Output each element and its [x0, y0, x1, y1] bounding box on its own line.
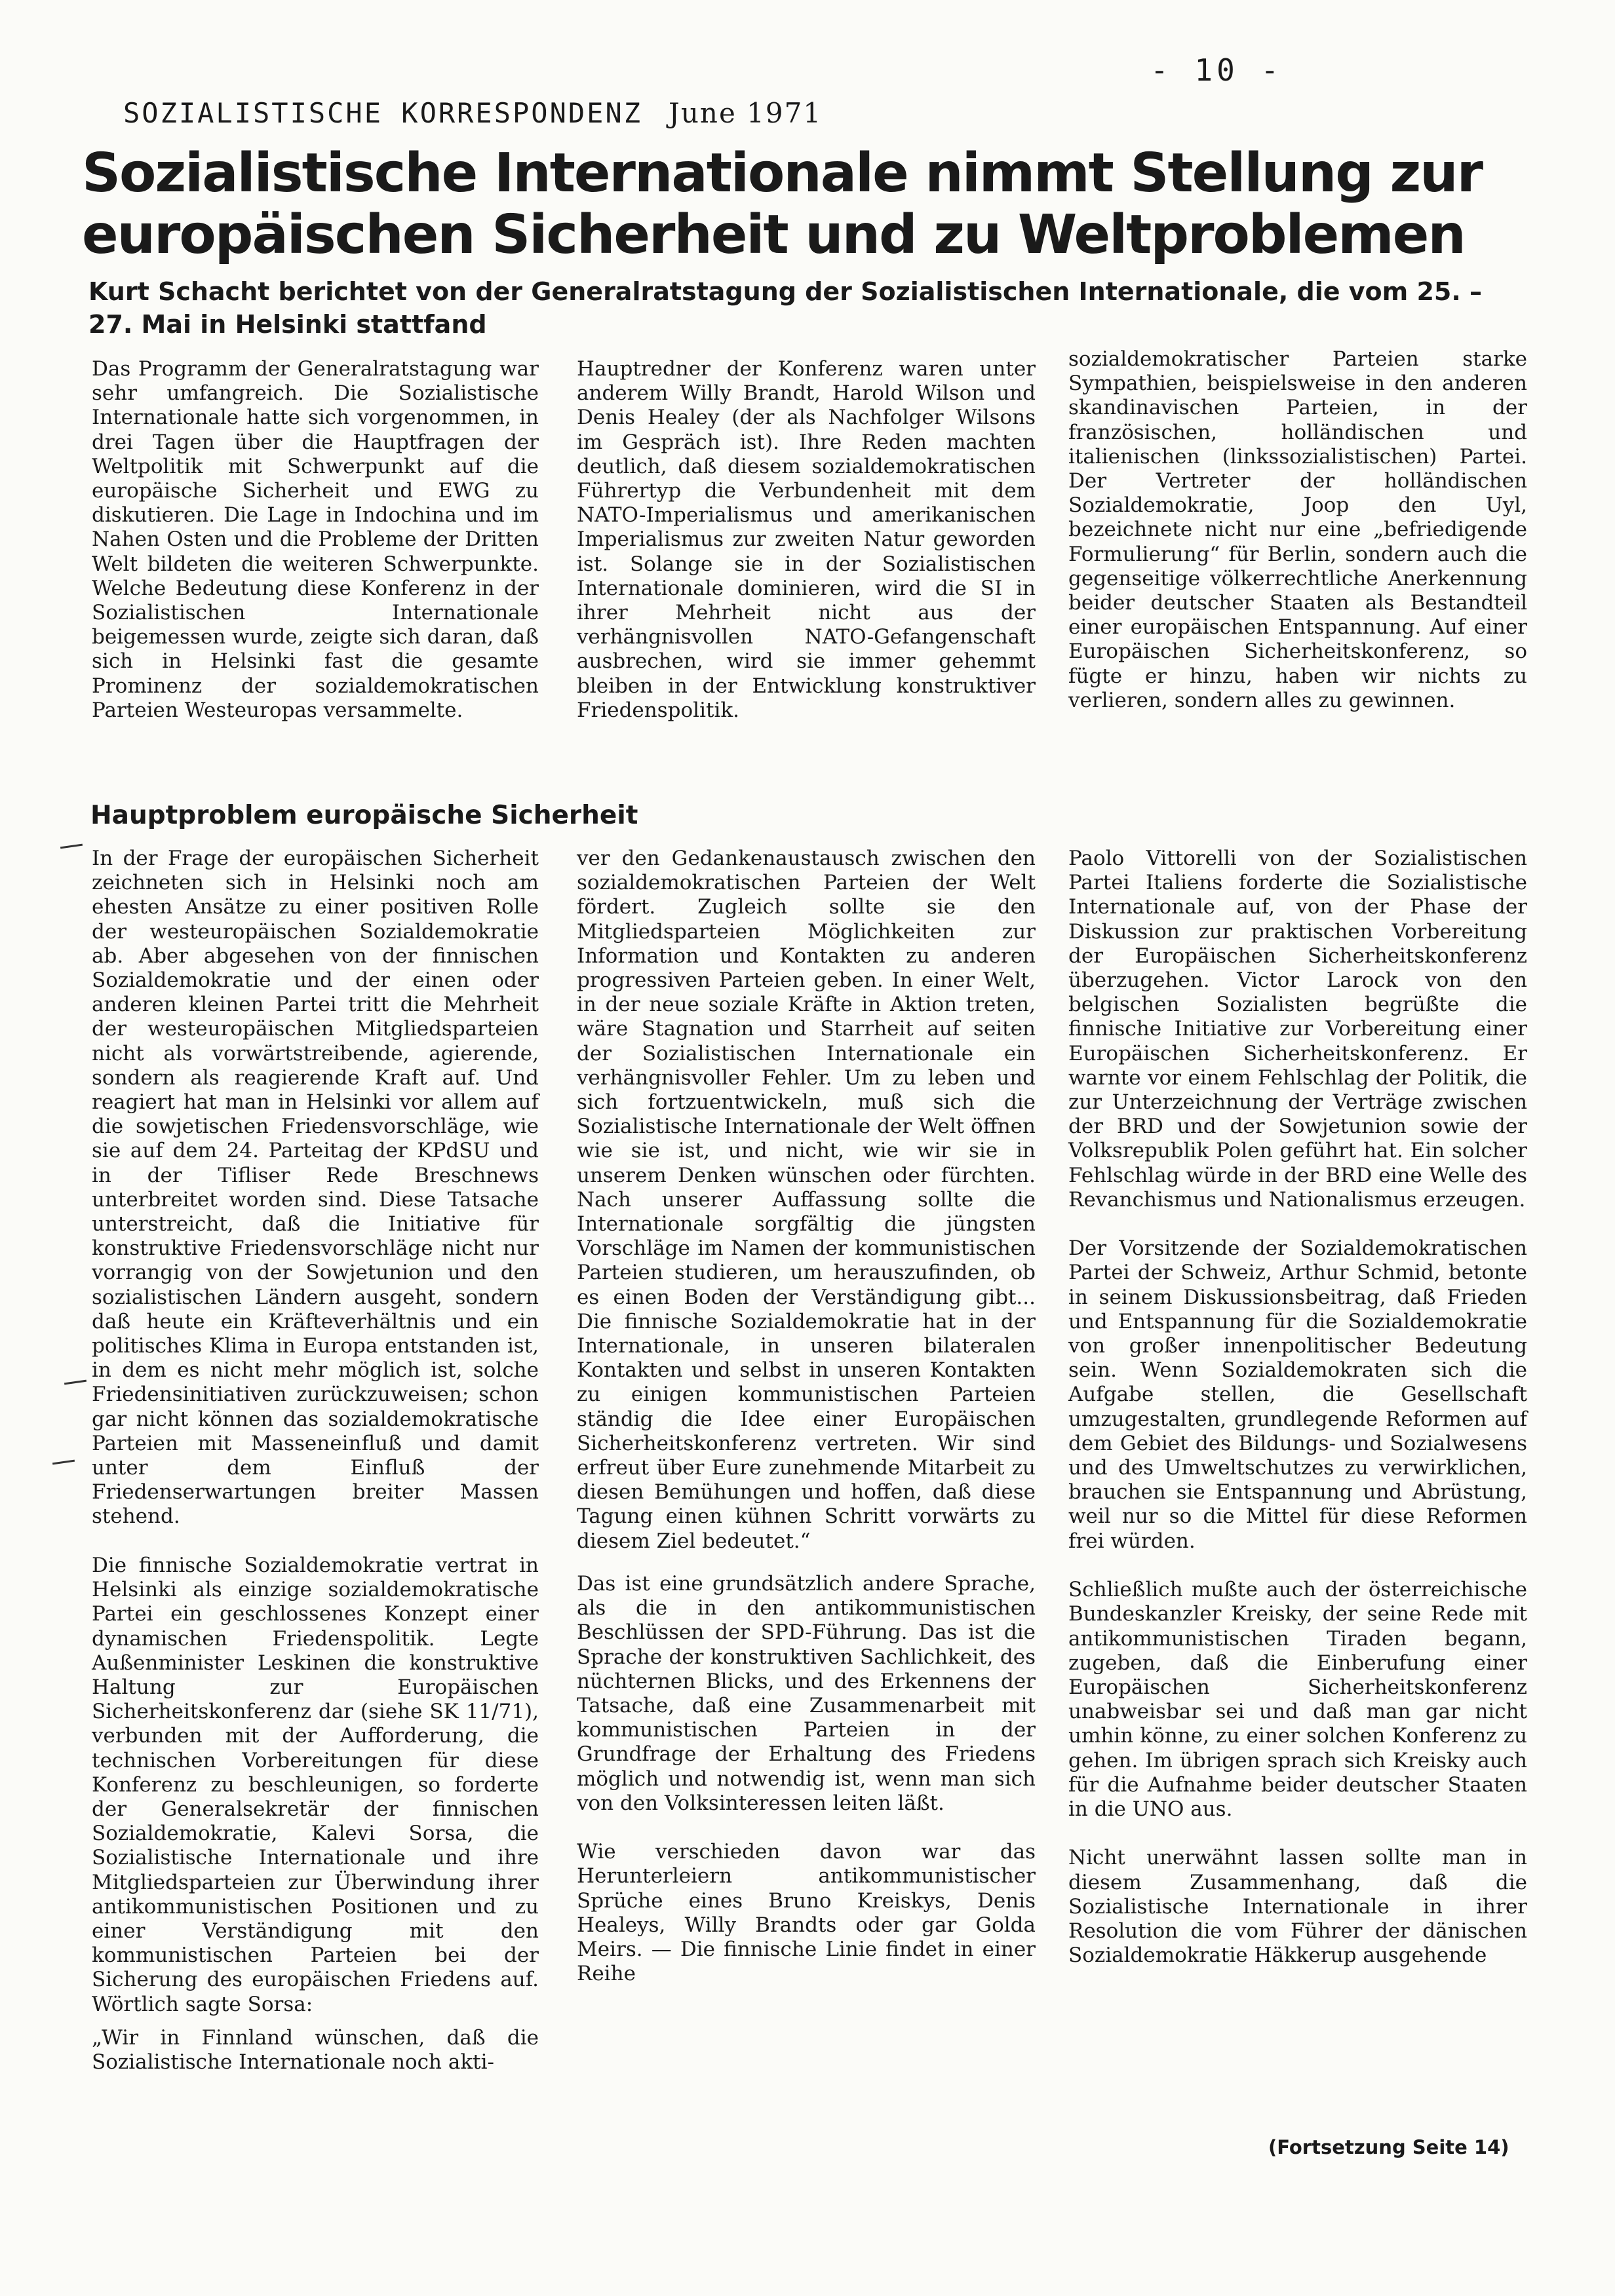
page-number: - 10 -: [1150, 52, 1283, 88]
sorsa-quote-start: „Wir in Finnland wünschen, daß die Sozialistische Internationale noch akti-: [92, 2025, 539, 2074]
main-column-2: [577, 847, 1036, 1986]
continuation-note: (Fortsetzung Seite 14): [1268, 2136, 1509, 2158]
margin-mark: [60, 844, 83, 849]
masthead: [123, 97, 822, 129]
intro-column-1: Das Programm der Generalratstagung war sehr umfangreich. Die Sozialistische Internationale hatte sich vorgenommen, in drei Tagen über die Hauptfragen der Weltpolitik mit Schwerpunkt auf die europäische Sicherheit und EWG zu diskutieren. Die Lage in Indochina und im Nahen Osten und die Probleme der Dritten Welt bildeten die weiteren Schwerpunkte. Welche Bedeutung diese Konferenz in der Sozialistischen Internationale beigemessen wurde, zeigte sich daran, daß sich in Helsinki fast die gesamte Prominenz der sozialdemokratischen Parteien Westeuropas versammelte.: [92, 357, 539, 722]
main-column-3: Paolo Vittorelli von der Sozialistischen Partei Italiens forderte die Sozialistische Internationale auf, von der Phase der Diskussion zur praktischen Vorbereitung der Europäischen Sicherheitskonferenz überzugehen. Victor Larock von den belgischen Sozialisten begrüßte die finnische Initiative zur Vorbereitung einer Europäischen Sicherheitskonferenz. Er warnte vor einem Fehlschlag der Politik, die zur Unterzeichnung der Verträge zwischen der BRD und der Sowjetunion sowie der Volksrepublik Polen geführt hat. Ein solcher Fehlschlag würde in der BRD eine Welle des Revanchismus und Nationalismus erzeugen. Der Vorsitzende der Sozialdemokratischen Partei der Schweiz, Arthur Schmid, betonte in seinem Diskussionsbeitrag, daß Frieden und Entspannung für die Sozialdemokratie von großer innenpolitischer Bedeutung sein. Wenn Sozialdemokraten sich die Aufgabe stellen, die Gesellschaft umzugestalten, grundlegende Reformen auf dem Gebiet des Bildungs- und Sozialwesens und des Umweltschutzes zu verwirklichen, brauchen sie Entspannung und Abrüstung, weil nur so die Mittel für diese Reformen frei würden. Schließlich mußte auch der österreichische Bundeskanzler Kreisky, der seine Rede mit antikommunistischen Tiraden begann, zugeben, daß die Einberufung einer Europäischen Sicherheitskonferenz unabweisbar sei und daß man gar nicht umhin könne, zu einer solchen Konferenz zu gehen. Im übrigen sprach sich Kreisky auch für die Aufnahme beider deutscher Staaten in die UNO aus. Nicht unerwähnt lassen sollte man in diesem Zusammenhang, daß die Sozialistische Internationale in ihrer Resolution die vom Führer der dänischen Sozialdemokratie Häkkerup ausgehende: [1068, 847, 1527, 1968]
publication-name: SOZIALISTISCHE KORRESPONDENZ: [123, 97, 643, 129]
column-2-body: Das ist eine grundsätzlich andere Sprache, als die in den antikommunistischen Beschlüssen der SPD-Führung. Das ist die Sprache der konstruktiven Sachlichkeit, des nüchternen Blicks, und des Erkennens der Tatsache, daß eine Zusammenarbeit mit kommunistischen Parteien in der Grundfrage der Erhaltung des Friedens möglich und notwendig ist, wenn man sich von den Volksinteressen leiten läßt. Wie verschieden davon war das Herunterleiern antikommunistischer Sprüche eines Bruno Kreiskys, Denis Healeys, Willy Brandts oder gar Golda Meirs. — Die finnische Linie findet in einer Reihe: [577, 1571, 1036, 1986]
article-headline: Sozialistische Internationale nimmt Stellung zur europäischen Sicherheit und zu Weltproblemen: [82, 142, 1483, 266]
intro-column-3: sozialdemokratischer Parteien starke Sympathien, beispielsweise in den anderen skandinavischen Parteien, in der französischen, holländischen und italienischen (linkssozialistischen) Partei. Der Vertreter der holländischen Sozialdemokratie, Joop den Uyl, bezeichnete nicht nur eine „befriedigende Formulierung“ für Berlin, sondern auch die gegenseitige völkerrechtliche Anerkennung beider deutscher Staaten als Bestandteil einer europäischen Entspannung. Auf einer Europäischen Sicherheitskonferenz, so fügte er hinzu, haben wir nichts zu verlieren, sondern alles zu gewinnen.: [1068, 347, 1527, 712]
main-column-1: [92, 847, 539, 2075]
intro-column-2: Hauptredner der Konferenz waren unter anderem Willy Brandt, Harold Wilson und Denis Healey (der als Nachfolger Wilsons im Gespräch ist). Ihre Reden machten deutlich, daß diesem sozialdemokratischen Führertyp die Verbundenheit mit dem NATO-Imperialismus und amerikanischen Imperialismus zur zweiten Natur geworden ist. Solange sie in der Sozialistischen Internationale dominieren, wird die SI in ihrer Mehrheit nicht aus der verhängnisvollen NATO-Gefangenschaft ausbrechen, wird sie immer gehemmt bleiben in der Entwicklung konstruktiver Friedenspolitik.: [577, 357, 1036, 722]
publication-date: June 1971: [669, 97, 823, 129]
section-heading: Hauptproblem europäische Sicherheit: [90, 801, 638, 830]
margin-mark: [64, 1380, 87, 1385]
margin-mark: [52, 1460, 75, 1465]
column-1-body: In der Frage der europäischen Sicherheit zeichneten sich in Helsinki noch am ehesten Ansätze zu einer positiven Rolle der westeuropäischen Sozialdemokratie ab. Aber abgesehen von der finnischen Sozialdemokratie und der einen oder anderen kleinen Partei tritt die Mehrheit der westeuropäischen Mitgliedsparteien nicht als vorwärtstreibende, agierende, sondern als reagierende Kraft auf. Und reagiert hat man in Helsinki vor allem auf die sowjetischen Friedensvorschläge, wie sie auf dem 24. Parteitag der KPdSU und in der Tifliser Rede Breschnews unterbreitet worden sind. Diese Tatsache unterstreicht, daß die Initiative für konstruktive Friedensvorschläge nicht nur vorrangig von der Sowjetunion und den sozialistischen Ländern ausgeht, sondern daß heute ein Kräfteverhältnis und ein politisches Klima in Europa entstanden ist, in dem es nicht mehr möglich ist, solche Friedensinitiativen zurückzuweisen; schon gar nicht können das sozialdemokratische Parteien mit Masseneinfluß und damit unter dem Einfluß der Friedenserwartungen breiter Massen stehend. Die finnische Sozialdemokratie vertrat in Helsinki als einzige sozialdemokratische Partei ein geschlossenes Konzept einer dynamischen Friedenspolitik. Legte Außenminister Leskinen die konstruktive Haltung zur Europäischen Sicherheitskonferenz dar (siehe SK 11/71), verbunden mit der Aufforderung, die technischen Vorbereitungen für diese Konferenz zu beschleunigen, so forderte der Generalsekretär der finnischen Sozialdemokratie, Kalevi Sorsa, die Sozialistische Internationale und ihre Mitgliedsparteien zur Überwindung ihrer antikommunistischen Positionen und zu einer Verständigung mit den kommunistischen Parteien bei der Sicherung des europäischen Friedens auf. Wörtlich sagte Sorsa:: [92, 847, 539, 2016]
article-subtitle: Kurt Schacht berichtet von der Generalratstagung der Sozialistischen Internationale, die vom 25. – 27. Mai in Helsinki stattfand: [88, 277, 1482, 339]
sorsa-quote: ver den Gedankenaustausch zwischen den sozialdemokratischen Parteien der Welt fördert. Zugleich sollte sie den Mitgliedsparteien Möglichkeiten zur Information und Kontakten zu anderen progressiven Parteien geben. In einer Welt, in der neue soziale Kräfte in Aktion treten, wäre Stagnation und Starrheit auf seiten der Sozialistischen Internationale ein verhängnisvoller Fehler. Um zu leben und sich fortzuentwickeln, muß sich die Sozialistische Internationale der Welt öffnen wie sie ist, und nicht, wie wir sie in unserem Denken wünschen oder fürchten. Nach unserer Auffassung sollte die Internationale sorgfältig die jüngsten Vorschläge im Namen der kommunistischen Parteien studieren, um herauszufinden, ob es einen Boden der Verständigung gibt... Die finnische Sozialdemokratie hat in der Internationale, in unseren bilateralen Kontakten und selbst in unseren Kontakten zu einigen kommunistischen Parteien ständig die Idee einer Europäischen Sicherheitskonferenz vertreten. Wir sind erfreut über Eure zunehmende Mitarbeit zu diesen Bemühungen und hoffen, daß diese Tagung einen kühnen Schritt vorwärts zu diesem Ziel bedeutet.“: [577, 847, 1036, 1553]
